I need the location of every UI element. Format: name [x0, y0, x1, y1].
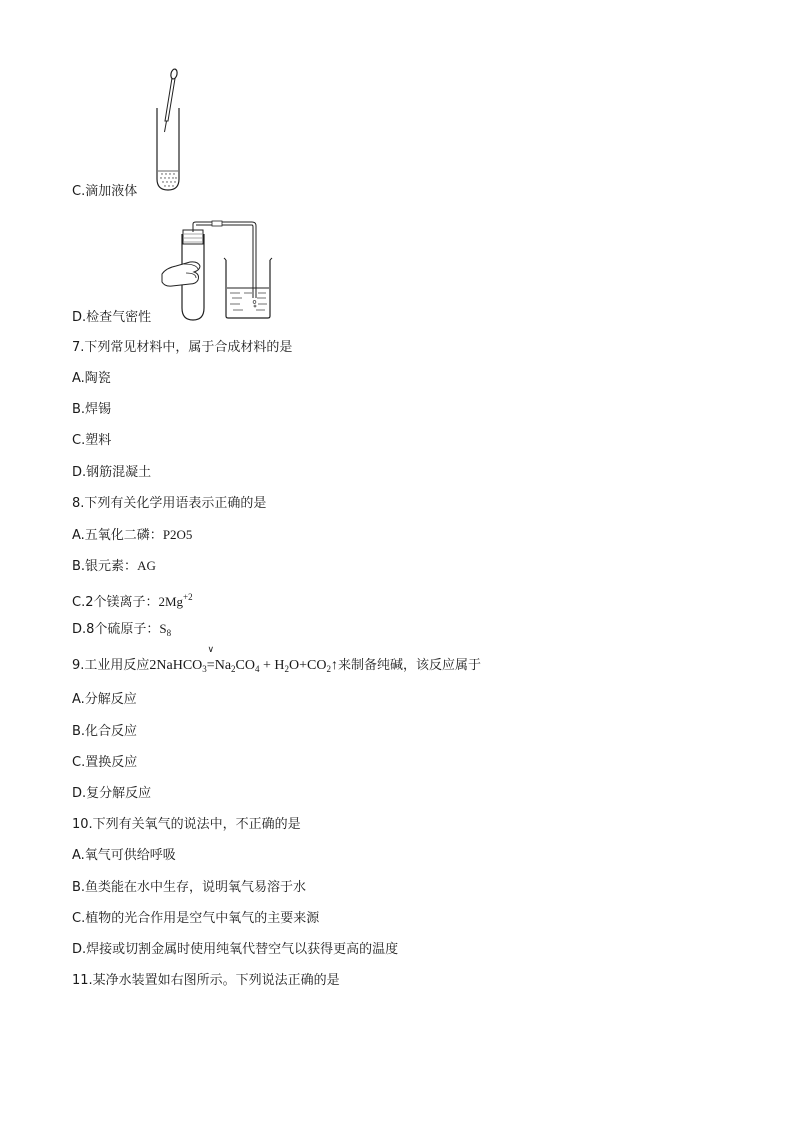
eq-sub-1: 3	[202, 664, 207, 674]
q8-a-label: A.五氧化二磷：	[72, 528, 163, 543]
q8-option-a	[72, 526, 192, 545]
eq-sub-5: 2	[326, 664, 331, 674]
eq-reactant: 2NaHCO	[149, 658, 203, 673]
q8-c-charge: +2	[183, 592, 193, 602]
q9-option-a: A.分解反应	[72, 692, 137, 707]
gas-arrow-icon: ↑	[330, 658, 338, 673]
q8-d-sub: 8	[166, 628, 172, 638]
q8-option-b	[72, 557, 156, 576]
chemical-equation	[149, 644, 338, 674]
eq-sub-3: 4	[254, 664, 260, 674]
q7-option-a: A.陶瓷	[72, 371, 111, 386]
eq-sub-2: 2	[231, 664, 236, 674]
q7-stem: 7.下列常见材料中，属于合成材料的是	[72, 340, 293, 355]
q9-option-c: C.置换反应	[72, 755, 138, 770]
eq-sub-4: 2	[284, 664, 289, 674]
q9-option-d: D.复分解反应	[72, 786, 152, 801]
dropper-test-tube-figure	[148, 66, 188, 192]
q8-b-value: AG	[137, 558, 156, 573]
q10-option-c: C.植物的光合作用是空气中氧气的主要来源	[72, 911, 320, 926]
eq-product-co: CO	[235, 658, 255, 673]
q10-stem: 10.下列有关氧气的说法中，不正确的是	[72, 817, 301, 832]
q9-stem	[72, 644, 481, 678]
q8-b-label: B.银元素：	[72, 559, 138, 574]
eq-sign: =	[206, 658, 215, 673]
q8-option-d	[72, 620, 171, 642]
q7-option-d: D.钢筋混凝土	[72, 465, 152, 480]
eq-product-h: + H	[259, 658, 285, 673]
q7-option-b: B.焊锡	[72, 402, 112, 417]
q9-suffix: 来制备纯碱，该反应属于	[337, 658, 481, 673]
eq-product-na: Na	[214, 658, 232, 673]
q8-stem: 8.下列有关化学用语表示正确的是	[72, 496, 267, 511]
q9-option-b: B.化合反应	[72, 724, 138, 739]
q8-a-value: P2O5	[162, 527, 193, 542]
q10-option-b: B.鱼类能在水中生存，说明氧气易溶于水	[72, 880, 307, 895]
caption-c: C.滴加液体	[72, 184, 138, 199]
eq-sign-with-heat	[206, 644, 215, 675]
q8-c-value: 2Mg	[158, 594, 184, 609]
caption-d: D.检查气密性	[72, 310, 152, 325]
q8-c-label: C.2个镁离子：	[72, 595, 159, 610]
q7-option-c: C.塑料	[72, 433, 112, 448]
q11-stem: 11.某净水装置如右图所示。下列说法正确的是	[72, 973, 340, 988]
q8-d-label: D.8个硫原子：	[72, 622, 160, 637]
q8-d-value: S	[159, 621, 167, 636]
airtightness-apparatus-figure	[160, 220, 275, 322]
q8-option-c	[72, 588, 193, 612]
q10-option-d: D.焊接或切割金属时使用纯氧代替空气以获得更高的温度	[72, 942, 399, 957]
q9-prefix: 9.工业用反应	[72, 658, 150, 673]
heat-condition-icon: ∨	[207, 644, 215, 654]
eq-product-oco: O+CO	[289, 658, 327, 673]
q10-option-a: A.氧气可供给呼吸	[72, 848, 176, 863]
